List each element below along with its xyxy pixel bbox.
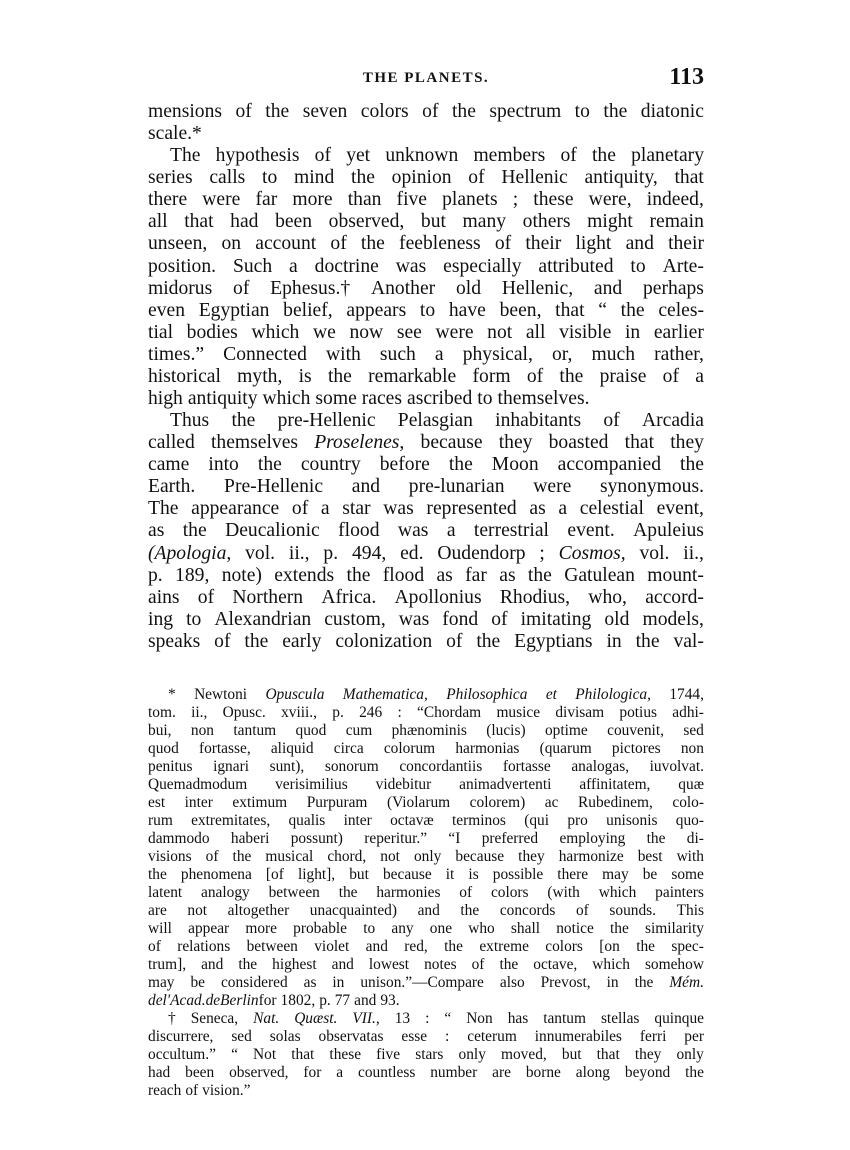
footnote-line: bui, non tantum quod cum phænominis (lucis) optime couvenit, sed	[148, 722, 704, 739]
footnote-line: occultum.” “ Not that these five stars only moved, but that they only	[148, 1046, 704, 1063]
footnote-line: discurrere, sed solas observatas esse : ceterum innumerabiles ferri per	[148, 1028, 704, 1045]
footnote-line: reach of vision.”	[148, 1082, 251, 1099]
footnote-line: dammodo haberi possunt) reperitur.” “I preferred employing the di-	[148, 830, 704, 847]
text-line: The hypothesis of yet unknown members of the planetary	[170, 145, 704, 167]
text-line: series calls to mind the opinion of Hellenic antiquity, that	[148, 167, 704, 189]
footnote-line: visions of the musical chord, not only because they harmonize best with	[148, 848, 704, 865]
footnote-line: of relations between violet and red, the extreme colors [on the spec-	[148, 938, 704, 955]
footnote-line: may be considered as in unison.”—Compare also Prevost, in the Mém.	[148, 974, 704, 991]
text-line: p. 189, note) extends the flood as far as the Gatulean mount-	[148, 564, 704, 586]
text-line: position. Such a doctrine was especially attributed to Arte-	[148, 255, 704, 277]
text-line: The appearance of a star was represented as a celestial event,	[148, 498, 704, 520]
footnote-line: Quemadmodum verisimilius videbitur animadvertenti affinitatem, quæ	[148, 776, 704, 793]
text-line: ains of Northern Africa. Apollonius Rhodius, who, accord-	[148, 586, 704, 608]
text-line: called themselves Proselenes, because they boasted that they	[148, 432, 704, 454]
text-line: tial bodies which we now see were not all visible in earlier	[148, 321, 704, 343]
footnote-line: † Seneca, Nat. Quæst. VII., 13 : “ Non has tantum stellas quinque	[168, 1010, 704, 1027]
footnote-line: de l'Acad. de Berlin for 1802, p. 77 and 93.	[148, 992, 400, 1009]
text-line: even Egyptian belief, appears to have been, that “ the celes-	[148, 299, 704, 321]
footnote-line: penitus ignari sunt), sonorum concordantiis fortasse analogas, iuvolvat.	[148, 758, 704, 775]
footnote-line: trum], and the highest and lowest notes of the octave, which somehow	[148, 956, 704, 973]
text-line: unseen, on account of the feebleness of their light and their	[148, 233, 704, 255]
page-header	[148, 64, 704, 92]
text-line: speaks of the early colonization of the Egyptians in the val-	[148, 630, 704, 652]
text-line: midorus of Ephesus.† Another old Hellenic, and perhaps	[148, 277, 704, 299]
text-line: historical myth, is the remarkable form of the praise of a	[148, 365, 704, 387]
text-line: Thus the pre-Hellenic Pelasgian inhabitants of Arcadia	[170, 410, 704, 432]
footnote-line: rum extremitates, qualis inter octavæ terminos (qui pro unisonis quo-	[148, 812, 704, 829]
footnote-line: * Newtoni Opuscula Mathematica, Philosophica et Philologica, 1744,	[168, 686, 704, 703]
footnote-line: quod fortasse, aliquid circa colorum harmonias (quarum pictores non	[148, 740, 704, 757]
text-line: all that had been observed, but many others might remain	[148, 211, 704, 233]
footnote-line: tom. ii., Opusc. xviii., p. 246 : “Chordam musice divisam potius adhi-	[148, 704, 704, 721]
footnotes	[148, 686, 704, 1098]
text-line: ing to Alexandrian custom, was fond of imitating old models,	[148, 608, 704, 630]
text-line: there were far more than five planets ; these were, indeed,	[148, 189, 704, 211]
running-title: THE PLANETS.	[362, 70, 490, 86]
footnote-line: latent analogy between the harmonies of colors (with which painters	[148, 884, 704, 901]
main-text	[148, 101, 704, 675]
footnote-line: the phenomena [of light], but because it is possible there may be some	[148, 866, 704, 883]
footnote-line: are not altogether unacquainted) and the concords of sounds. This	[148, 902, 704, 919]
text-line: scale.*	[148, 123, 202, 145]
text-line: Earth. Pre-Hellenic and pre-lunarian were synonymous.	[148, 476, 704, 498]
text-line: times.” Connected with such a physical, or, much rather,	[148, 343, 704, 365]
text-line: mensions of the seven colors of the spectrum to the diatonic	[148, 101, 704, 122]
text-line: came into the country before the Moon accompanied the	[148, 454, 704, 476]
footnote-line: will appear more probable to any one who shall notice the similarity	[148, 920, 704, 937]
footnote-line: est inter extimum Purpuram (Violarum colorem) ac Rubedinem, colo-	[148, 794, 704, 811]
page-number: 113	[669, 64, 704, 90]
text-line: (Apologia, vol. ii., p. 494, ed. Oudendorp ; Cosmos, vol. ii.,	[148, 542, 704, 564]
text-line: as the Deucalionic flood was a terrestrial event. Apuleius	[148, 520, 704, 542]
text-line: high antiquity which some races ascribed to themselves.	[148, 388, 590, 410]
footnote-line: had been observed, for a countless number are borne along beyond the	[148, 1064, 704, 1081]
